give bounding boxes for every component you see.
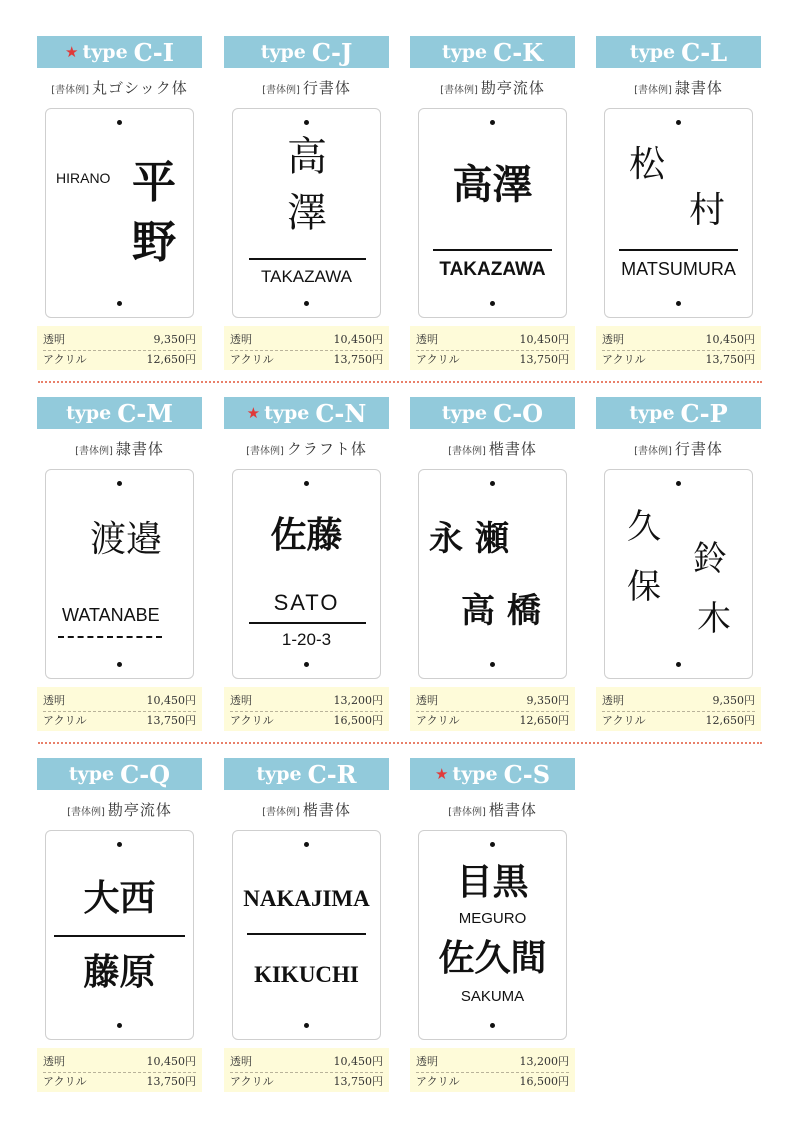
type-word: type — [629, 402, 675, 424]
card-type-c-p — [596, 397, 761, 731]
screw-hole — [490, 662, 495, 667]
font-name: 行書体 — [674, 440, 723, 458]
card-type-c-j — [224, 36, 389, 370]
type-header — [37, 758, 202, 790]
screw-hole — [304, 120, 309, 125]
type-header — [596, 397, 761, 429]
type-code: C-I — [133, 37, 174, 67]
price-row-clear — [416, 331, 569, 351]
plate-name-roman: MATSUMURA — [621, 259, 736, 279]
plate-rule — [54, 935, 185, 937]
type-word: type — [441, 41, 488, 63]
price-box — [410, 1048, 575, 1092]
card-type-c-s — [410, 758, 575, 1092]
font-name: 隷書体 — [674, 79, 723, 97]
price-clear: 10,450円 — [333, 333, 383, 346]
price-acrylic: 13,750円 — [146, 1075, 196, 1088]
plate-name-a1: 久 — [627, 507, 661, 547]
type-word: type — [82, 41, 128, 63]
type-header — [37, 397, 202, 429]
nameplate-preview — [232, 108, 381, 318]
price-label-acrylic: アクリル — [43, 353, 87, 366]
screw-hole — [676, 481, 681, 486]
type-code: C-O — [493, 398, 544, 428]
price-box — [37, 326, 202, 370]
plate-name-kanji-1: 松 — [629, 144, 666, 185]
price-acrylic: 13,750円 — [146, 714, 196, 727]
font-example-line — [410, 438, 575, 459]
screw-hole — [490, 120, 495, 125]
example-label: [書体例] — [634, 446, 672, 457]
plate-name-2: 藤原 — [83, 952, 156, 993]
price-box — [410, 687, 575, 731]
price-row-acrylic — [43, 712, 196, 728]
star-icon: ★ — [434, 765, 449, 783]
price-label-acrylic: アクリル — [43, 1075, 87, 1088]
screw-hole — [676, 120, 681, 125]
price-acrylic: 13,750円 — [519, 353, 569, 366]
price-acrylic: 12,650円 — [146, 353, 196, 366]
nameplate-preview — [45, 830, 194, 1040]
type-word: type — [452, 763, 498, 785]
card-type-c-n — [224, 397, 389, 731]
plate-rule — [249, 258, 366, 260]
type-word: type — [66, 402, 112, 424]
font-example-line — [596, 77, 761, 98]
price-box — [37, 1048, 202, 1092]
screw-hole — [117, 301, 122, 306]
type-header — [224, 397, 389, 429]
plate-name-1: 大西 — [83, 878, 156, 919]
screw-hole — [117, 120, 122, 125]
plate-rule — [433, 249, 552, 251]
plate-dashed-rule — [58, 636, 162, 638]
price-label-clear: 透明 — [230, 1055, 252, 1068]
plate-name-kanji-2: 野 — [132, 217, 176, 268]
font-example-line — [37, 799, 202, 820]
price-row-clear — [602, 331, 755, 351]
price-label-acrylic: アクリル — [230, 353, 274, 366]
nameplate-preview — [604, 108, 753, 318]
price-acrylic: 12,650円 — [519, 714, 569, 727]
price-clear: 13,200円 — [519, 1055, 569, 1068]
nameplate-preview — [45, 469, 194, 679]
type-header — [37, 36, 202, 68]
price-row-clear — [230, 331, 383, 351]
type-word: type — [441, 402, 488, 424]
price-label-acrylic: アクリル — [416, 1075, 460, 1088]
plate-name-kanji-1: 高 — [287, 134, 327, 180]
price-box — [596, 687, 761, 731]
card-type-c-m — [37, 397, 202, 731]
card-type-c-i — [37, 36, 202, 370]
plate-rule — [247, 933, 366, 935]
type-word: type — [68, 763, 115, 785]
price-box — [37, 687, 202, 731]
screw-hole — [676, 301, 681, 306]
font-name: 楷書体 — [488, 801, 537, 819]
font-name: 行書体 — [302, 79, 351, 97]
nameplate-preview — [232, 469, 381, 679]
example-label: [書体例] — [448, 807, 486, 818]
plate-name-b1: 鈴 — [693, 539, 727, 579]
card-type-c-q — [37, 758, 202, 1092]
screw-hole — [490, 1023, 495, 1028]
price-row-acrylic — [43, 1073, 196, 1089]
type-word: type — [629, 41, 676, 63]
price-label-acrylic: アクリル — [602, 353, 646, 366]
price-label-clear: 透明 — [43, 1055, 65, 1068]
plate-name-roman: WATANABE — [62, 605, 160, 625]
price-clear: 10,450円 — [333, 1055, 383, 1068]
nameplate-preview — [232, 830, 381, 1040]
font-example-line — [410, 799, 575, 820]
price-label-acrylic: アクリル — [416, 353, 460, 366]
price-label-clear: 透明 — [416, 694, 438, 707]
type-code: C-L — [681, 37, 728, 67]
price-row-clear — [416, 692, 569, 712]
price-row-clear — [230, 692, 383, 712]
price-label-clear: 透明 — [230, 333, 252, 346]
font-example-line — [410, 77, 575, 98]
type-code: C-Q — [120, 759, 171, 789]
price-clear: 9,350円 — [153, 333, 196, 346]
font-name: 隷書体 — [115, 440, 164, 458]
font-example-line — [224, 799, 389, 820]
price-label-clear: 透明 — [43, 333, 65, 346]
font-name: 丸ゴシック体 — [92, 79, 188, 97]
price-label-clear: 透明 — [416, 333, 438, 346]
nameplate-preview — [418, 108, 567, 318]
price-row-acrylic — [602, 351, 755, 367]
font-example-line — [224, 77, 389, 98]
type-header — [410, 758, 575, 790]
price-clear: 13,200円 — [333, 694, 383, 707]
price-clear: 9,350円 — [526, 694, 569, 707]
type-word: type — [260, 41, 306, 63]
plate-roman-2: SAKUMA — [460, 988, 525, 1005]
font-name: 楷書体 — [488, 440, 537, 458]
screw-hole — [304, 301, 309, 306]
price-box — [224, 326, 389, 370]
plate-name-1: 永 瀬 — [429, 519, 509, 559]
price-box — [224, 1048, 389, 1092]
plate-name-b2: 木 — [697, 599, 731, 639]
font-example-line — [224, 438, 389, 459]
type-code: C-P — [680, 398, 728, 428]
screw-hole — [117, 662, 122, 667]
price-label-clear: 透明 — [43, 694, 65, 707]
type-code: C-S — [503, 759, 551, 789]
example-label: [書体例] — [51, 85, 90, 96]
screw-hole — [304, 842, 309, 847]
screw-hole — [304, 481, 309, 486]
price-clear: 10,450円 — [146, 1055, 196, 1068]
card-type-c-o — [410, 397, 575, 731]
price-row-acrylic — [230, 351, 383, 367]
font-name: 勘亭流体 — [107, 801, 172, 819]
card-type-c-r — [224, 758, 389, 1092]
plate-name-1: NAKAJIMA — [243, 886, 370, 911]
star-icon: ★ — [65, 43, 79, 61]
example-label: [書体例] — [262, 85, 300, 96]
price-box — [224, 687, 389, 731]
plate-name-kanji: 高澤 — [452, 162, 533, 208]
screw-hole — [117, 842, 122, 847]
type-header — [410, 36, 575, 68]
plate-name-roman: SATO — [273, 590, 340, 615]
price-clear: 10,450円 — [705, 333, 755, 346]
price-row-acrylic — [416, 712, 569, 728]
price-label-clear: 透明 — [602, 333, 624, 346]
plate-name-roman: TAKAZAWA — [261, 267, 352, 286]
type-code: C-R — [307, 759, 357, 789]
card-type-c-k — [410, 36, 575, 370]
font-example-line — [596, 438, 761, 459]
screw-hole — [676, 662, 681, 667]
font-name: 勘亭流体 — [480, 79, 545, 97]
plate-name-kanji: 渡邉 — [90, 519, 163, 560]
example-label: [書体例] — [246, 446, 284, 457]
screw-hole — [304, 662, 309, 667]
price-acrylic: 16,500円 — [519, 1075, 569, 1088]
font-name: 楷書体 — [302, 801, 351, 819]
price-clear: 10,450円 — [519, 333, 569, 346]
type-code: C-K — [493, 37, 544, 67]
price-row-acrylic — [416, 1073, 569, 1089]
star-icon: ★ — [246, 404, 261, 422]
price-row-clear — [602, 692, 755, 712]
nameplate-preview — [418, 830, 567, 1040]
price-label-acrylic: アクリル — [230, 1075, 274, 1088]
screw-hole — [117, 481, 122, 486]
price-row-acrylic — [230, 712, 383, 728]
plate-name-1: 目黒 — [456, 862, 529, 903]
type-word: type — [264, 402, 310, 424]
plate-name-kanji-2: 澤 — [287, 190, 327, 236]
example-label: [書体例] — [262, 807, 300, 818]
plate-rule — [619, 249, 738, 251]
price-row-acrylic — [230, 1073, 383, 1089]
plate-name-2: KIKUCHI — [254, 962, 359, 987]
price-row-acrylic — [416, 351, 569, 367]
plate-name-roman: TAKAZAWA — [439, 259, 546, 280]
price-row-clear — [43, 692, 196, 712]
plate-rule — [249, 622, 366, 624]
plate-roman-1: MEGURO — [458, 910, 527, 927]
example-label: [書体例] — [448, 446, 486, 457]
price-label-acrylic: アクリル — [602, 714, 646, 727]
plate-name-roman: HIRANO — [56, 170, 111, 186]
type-word: type — [256, 763, 302, 785]
screw-hole — [490, 842, 495, 847]
price-label-acrylic: アクリル — [416, 714, 460, 727]
section-divider — [38, 742, 762, 744]
price-row-acrylic — [43, 351, 196, 367]
type-code: C-J — [311, 37, 353, 67]
plate-name-kanji-2: 村 — [689, 190, 726, 231]
font-name: クラフト体 — [286, 440, 367, 458]
section-divider — [38, 381, 762, 383]
type-header — [410, 397, 575, 429]
card-type-c-l — [596, 36, 761, 370]
screw-hole — [117, 1023, 122, 1028]
price-clear: 10,450円 — [146, 694, 196, 707]
screw-hole — [304, 1023, 309, 1028]
font-example-line — [37, 438, 202, 459]
type-header — [224, 36, 389, 68]
example-label: [書体例] — [440, 85, 478, 96]
example-label: [書体例] — [75, 446, 113, 457]
plate-name-kanji-1: 平 — [132, 157, 176, 208]
nameplate-preview — [604, 469, 753, 679]
price-label-acrylic: アクリル — [230, 714, 274, 727]
type-code: C-N — [315, 398, 367, 428]
price-box — [596, 326, 761, 370]
type-code: C-M — [117, 398, 173, 428]
price-row-acrylic — [602, 712, 755, 728]
price-acrylic: 13,750円 — [333, 1075, 383, 1088]
type-header — [224, 758, 389, 790]
price-label-clear: 透明 — [602, 694, 624, 707]
example-label: [書体例] — [67, 807, 105, 818]
price-label-acrylic: アクリル — [43, 714, 87, 727]
price-row-clear — [43, 331, 196, 351]
plate-address: 1-20-3 — [281, 630, 332, 649]
price-row-clear — [230, 1053, 383, 1073]
price-acrylic: 13,750円 — [333, 353, 383, 366]
nameplate-preview — [418, 469, 567, 679]
screw-hole — [490, 481, 495, 486]
price-box — [410, 326, 575, 370]
plate-name-kanji: 佐藤 — [270, 515, 343, 556]
type-header — [596, 36, 761, 68]
price-row-clear — [416, 1053, 569, 1073]
example-label: [書体例] — [634, 85, 672, 96]
price-acrylic: 13,750円 — [705, 353, 755, 366]
plate-name-2: 高 橋 — [461, 591, 541, 631]
nameplate-preview — [45, 108, 194, 318]
price-acrylic: 16,500円 — [333, 714, 383, 727]
price-label-clear: 透明 — [230, 694, 252, 707]
price-label-clear: 透明 — [416, 1055, 438, 1068]
font-example-line — [37, 77, 202, 98]
plate-name-2: 佐久間 — [438, 938, 547, 979]
price-acrylic: 12,650円 — [705, 714, 755, 727]
screw-hole — [490, 301, 495, 306]
plate-name-a2: 保 — [627, 567, 661, 607]
price-row-clear — [43, 1053, 196, 1073]
price-clear: 9,350円 — [712, 694, 755, 707]
